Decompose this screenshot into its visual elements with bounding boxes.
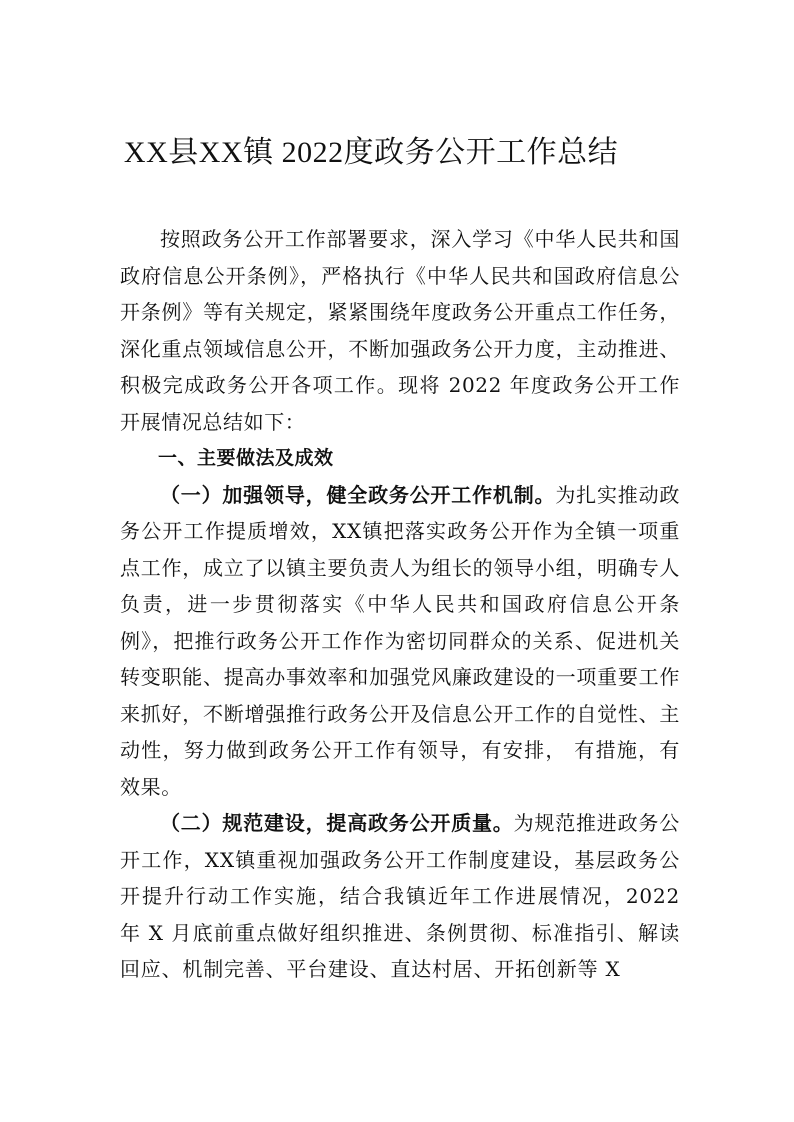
section-heading: 一、主要做法及成效 [158,447,334,469]
document-body [120,221,680,988]
intro-paragraph: 按照政务公开工作部署要求，深入学习《中华人民共和国政府信息公开条例》，严格执行《中华人民共和国政府信息公开条例》等有关规定，紧紧围绕年度政务公开重点工作任务，深化重点领域信息公开，不断加强政务公开力度，主动推进、积极完成政务公开各项工作。现将 2022 年度政务公开工作开展情况总结如下： [120,227,680,434]
section-1-paragraph [120,477,680,806]
section-2-lead: （二）规范建设，提高政务公开质量。 [160,811,514,835]
section-1-lead: （一）加强领导，健全政务公开工作机制。 [160,482,556,507]
document-title: XX县XX镇 2022度政务公开工作总结 [123,136,619,169]
section-1-text: 为扎实推动政务公开工作提质增效，XX镇把落实政务公开作为全镇一项重点工作，成立了以镇主要负责人为组长的领导小组，明确专人负责，进一步贯彻落实《中华人民共和国政府信息公开条例》，把推行政务公开工作作为密切同群众的关系、促进机关转变职能、提高办事效率和加强党风廉政建设的一项重要工作来抓好，不断增强推行政务公开及信息公开工作的自觉性、主动性，努力做到政务公开工作有领导，有安排， 有措施，有效果。 [120,482,680,799]
section-2-paragraph [120,805,680,988]
section-2-text: 为规范推进政务公开工作，XX镇重视加强政务公开工作制度建设，基层政务公开提升行动工作实施，结合我镇近年工作进展情况，2022 年 X 月底前重点做好组织推进、条例贯彻、标准指引、解读回应、机制完善、平台建设、直达村居、开拓创新等 X [120,811,681,981]
